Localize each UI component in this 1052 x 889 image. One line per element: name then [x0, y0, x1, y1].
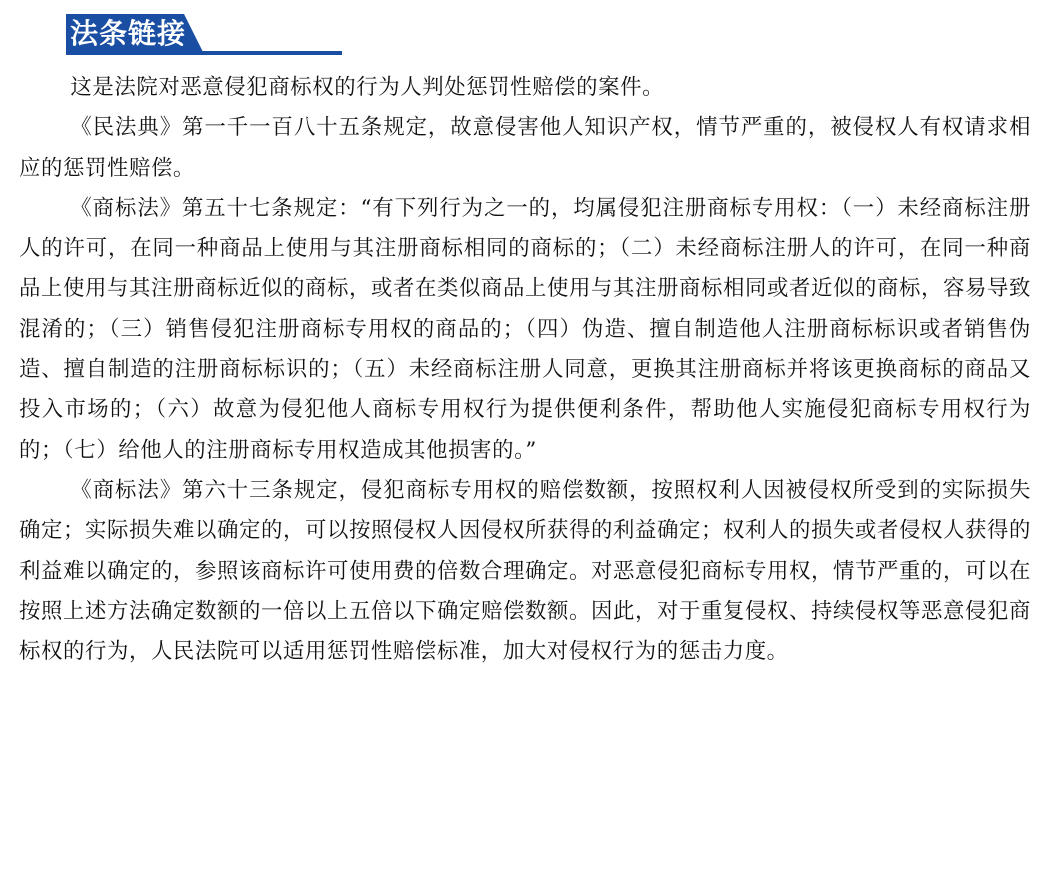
paragraph-trademark-law-57: 《商标法》第五十七条规定：“有下列行为之一的，均属侵犯注册商标专用权：（一）未经商标注册人的许可，在同一种商品上使用与其注册商标相同的商标的；（二）未经商标注册人的许可，在同一种商品上使用与其注册商标近似的商标，或者在类似商品上使用与其注册商标相同或者近似的商标，容易导致混淆的；（三）销售侵犯注册商标专用权的商品的；（四）伪造、擅自制造他人注册商标标识或者销售伪造、擅自制造的注册商标标识的；（五）未经商标注册人同意，更换其注册商标并将该更换商标的商品又投入市场的；（六）故意为侵犯他人商标专用权行为提供便利条件，帮助他人实施侵犯商标专用权行为的；（七）给他人的注册商标专用权造成其他损害的。” — [19, 195, 1031, 463]
paragraph-civil-code-1185: 《民法典》第一千一百八十五条规定，故意侵害他人知识产权，情节严重的，被侵权人有权请求相应的惩罚性赔偿。 — [19, 115, 1031, 181]
section-header — [66, 14, 346, 56]
paragraph-intro: 这是法院对恶意侵犯商标权的行为人判处惩罚性赔偿的案件。 — [70, 75, 665, 100]
paragraph-trademark-law-63: 《商标法》第六十三条规定，侵犯商标专用权的赔偿数额，按照权利人因被侵权所受到的实际损失确定；实际损失难以确定的，可以按照侵权人因侵权所获得的利益确定；权利人的损失或者侵权人获得的利益难以确定的，参照该商标许可使用费的倍数合理确定。对恶意侵犯商标专用权，情节严重的，可以在按照上述方法确定数额的一倍以上五倍以下确定赔偿数额。因此，对于重复侵权、持续侵权等恶意侵犯商标权的行为，人民法院可以适用惩罚性赔偿标准，加大对侵权行为的惩击力度。 — [19, 477, 1031, 665]
section-title: 法条链接 — [70, 17, 187, 50]
article-body — [19, 68, 1031, 672]
